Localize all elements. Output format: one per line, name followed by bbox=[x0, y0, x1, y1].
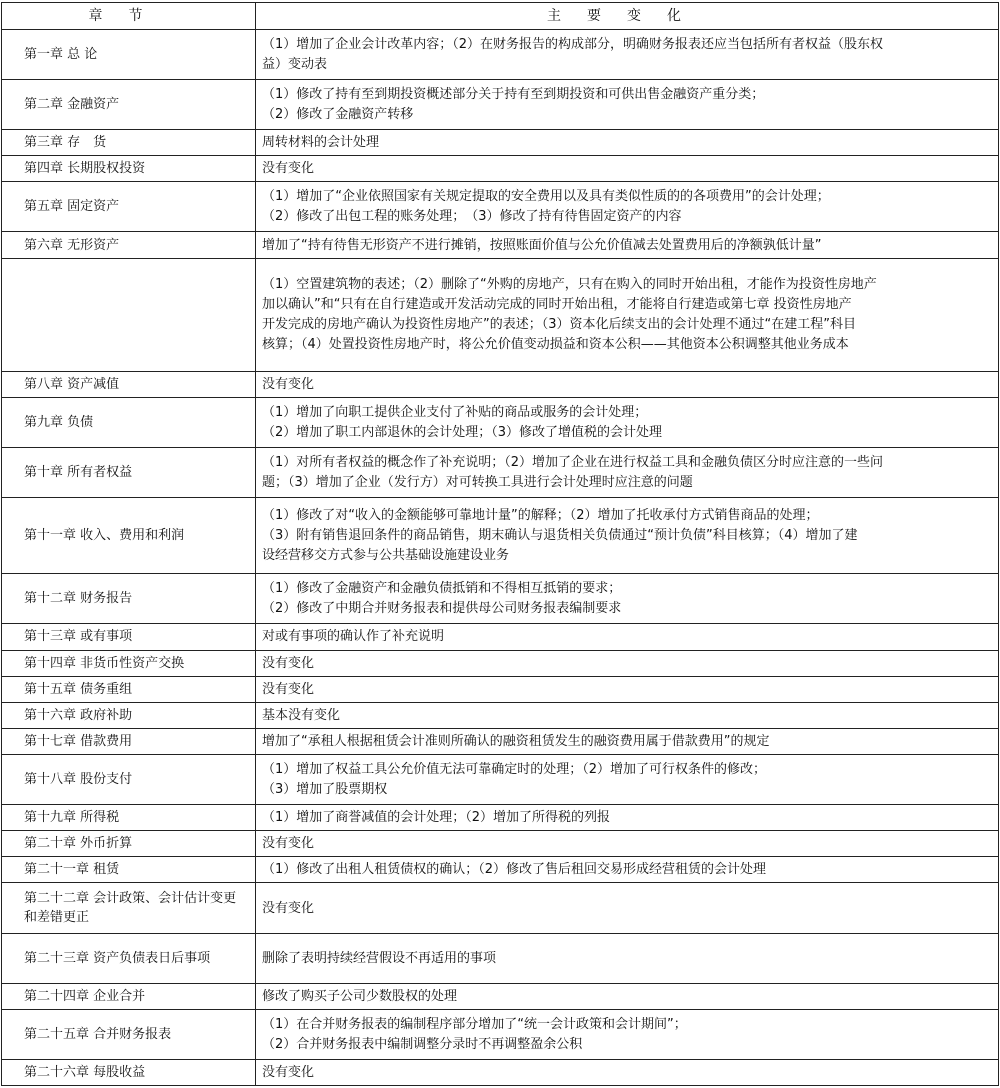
chapter-cell: 第十五章 债务重组 bbox=[2, 676, 256, 702]
change-line: 周转材料的会计处理 bbox=[262, 135, 380, 151]
change-line: 没有变化 bbox=[262, 1064, 315, 1080]
change-line: 没有变化 bbox=[262, 161, 315, 177]
changes-cell bbox=[256, 831, 999, 857]
chapter-cell: 第十一章 收入、费用和利润 bbox=[2, 498, 256, 574]
table-row bbox=[2, 258, 999, 371]
changes-cell bbox=[256, 933, 999, 983]
changes-cell bbox=[256, 755, 999, 805]
chapter-cell: 第二章 金融资产 bbox=[2, 80, 256, 130]
chapter-cell: 第二十一章 租赁 bbox=[2, 857, 256, 883]
change-line: （1）增加了企业会计改革内容；（2）在财务报告的构成部分，明确财务报表还应当包括所有者权益（股东权 bbox=[262, 37, 884, 53]
table-row bbox=[2, 1009, 999, 1059]
change-line: （1）修改了金融资产和金融负债抵销和不得相互抵销的要求； bbox=[262, 581, 622, 597]
changes-cell bbox=[256, 1059, 999, 1085]
table-row bbox=[2, 933, 999, 983]
change-line: 基本没有变化 bbox=[262, 707, 341, 723]
change-line: （1）空置建筑物的表述；（2）删除了“外购的房地产，只有在购入的同时开始出租，才能作为投资性房地产 bbox=[262, 277, 877, 293]
change-line: 没有变化 bbox=[262, 836, 315, 852]
table-row bbox=[2, 232, 999, 258]
change-line: 益）变动表 bbox=[262, 57, 328, 73]
header-chapter: 章节 bbox=[2, 3, 256, 30]
change-line: 修改了购买子公司少数股权的处理 bbox=[262, 988, 458, 1004]
change-line: （2）修改了金融资产转移 bbox=[262, 107, 414, 123]
table-row bbox=[2, 80, 999, 130]
change-line: （1）修改了出租人租赁债权的确认；（2）修改了售后租回交易形成经营租赁的会计处理 bbox=[262, 862, 767, 878]
table-row bbox=[2, 448, 999, 498]
change-line: 增加了“持有待售无形资产不进行摊销，按照账面价值与公允价值减去处置费用后的净额孰低计量” bbox=[262, 237, 822, 253]
change-line: （1）增加了商誉减值的会计处理；（2）增加了所得税的列报 bbox=[262, 810, 611, 826]
change-line: （3）附有销售退回条件的商品销售，期末确认与退货相关负债通过“预计负债”科目核算；（4）增加了建 bbox=[262, 528, 858, 544]
table-row bbox=[2, 130, 999, 156]
changes-cell bbox=[256, 702, 999, 728]
change-line: （1）对所有者权益的概念作了补充说明；（2）增加了企业在进行权益工具和金融负债区分时应注意的一些问 bbox=[262, 455, 884, 471]
chapter-cell: 第二十章 外币折算 bbox=[2, 831, 256, 857]
change-line: （1）增加了权益工具公允价值无法可靠确定时的处理；（2）增加了可行权条件的修改； bbox=[262, 762, 767, 778]
table-row bbox=[2, 857, 999, 883]
table-row bbox=[2, 574, 999, 624]
change-line: 删除了表明持续经营假设不再适用的事项 bbox=[262, 950, 497, 966]
table-row bbox=[2, 728, 999, 754]
changes-cell bbox=[256, 232, 999, 258]
changes-cell bbox=[256, 1009, 999, 1059]
chapter-changes-table bbox=[1, 2, 999, 1086]
change-line: 没有变化 bbox=[262, 655, 315, 671]
table-row bbox=[2, 30, 999, 80]
change-line: （2）合并财务报表中编制调整分录时不再调整盈余公积 bbox=[262, 1036, 583, 1052]
table-row bbox=[2, 498, 999, 574]
change-line: 没有变化 bbox=[262, 681, 315, 697]
table-row bbox=[2, 805, 999, 831]
chapter-cell: 第二十二章 会计政策、会计估计变更和差错更正 bbox=[2, 883, 256, 933]
chapter-cell: 第十章 所有者权益 bbox=[2, 448, 256, 498]
chapter-cell: 第六章 无形资产 bbox=[2, 232, 256, 258]
table-row bbox=[2, 371, 999, 397]
change-line: （1）增加了向职工提供企业支付了补贴的商品或服务的会计处理； bbox=[262, 404, 648, 420]
table-row bbox=[2, 676, 999, 702]
changes-cell bbox=[256, 80, 999, 130]
changes-cell bbox=[256, 397, 999, 447]
change-line: （1）修改了对“收入的金额能够可靠地计量”的解释；（2）增加了托收承付方式销售商品的处理； bbox=[262, 508, 819, 524]
table-row bbox=[2, 182, 999, 232]
change-line: 设经营移交方式参与公共基础设施建设业务 bbox=[262, 548, 510, 564]
table-row bbox=[2, 1059, 999, 1085]
change-line: （2）修改了出包工程的账务处理； （3）修改了持有待售固定资产的内容 bbox=[262, 209, 682, 225]
chapter-cell: 第一章 总 论 bbox=[2, 30, 256, 80]
changes-cell bbox=[256, 130, 999, 156]
chapter-cell: 第十二章 财务报告 bbox=[2, 574, 256, 624]
changes-cell bbox=[256, 857, 999, 883]
table-row bbox=[2, 702, 999, 728]
chapter-cell: 第二十四章 企业合并 bbox=[2, 983, 256, 1009]
change-line: 核算；（4）处置投资性房地产时，将公允价值变动损益和资本公积——其他资本公积调整其他业务成本 bbox=[262, 337, 849, 353]
chapter-cell: 第三章 存 货 bbox=[2, 130, 256, 156]
change-line: 没有变化 bbox=[262, 900, 315, 916]
changes-cell bbox=[256, 983, 999, 1009]
change-line: （1）增加了“企业依照国家有关规定提取的安全费用以及具有类似性质的的各项费用”的会计处理； bbox=[262, 189, 830, 205]
changes-cell bbox=[256, 258, 999, 371]
chapter-cell: 第八章 资产减值 bbox=[2, 371, 256, 397]
chapter-cell: 第五章 固定资产 bbox=[2, 182, 256, 232]
changes-cell bbox=[256, 650, 999, 676]
change-line: （3）增加了股票期权 bbox=[262, 782, 388, 798]
change-line: 没有变化 bbox=[262, 376, 315, 392]
changes-cell bbox=[256, 182, 999, 232]
change-line: （2）修改了中期合并财务报表和提供母公司财务报表编制要求 bbox=[262, 601, 622, 617]
changes-cell bbox=[256, 156, 999, 182]
chapter-cell: 第二十三章 资产负债表日后事项 bbox=[2, 933, 256, 983]
changes-cell bbox=[256, 805, 999, 831]
changes-cell bbox=[256, 624, 999, 650]
table-row bbox=[2, 883, 999, 933]
change-line: 开发完成的房地产确认为投资性房地产”的表述；（3）资本化后续支出的会计处理不通过“在建工程”科目 bbox=[262, 317, 856, 333]
chapter-cell: 第十七章 借款费用 bbox=[2, 728, 256, 754]
chapter-cell: 第十四章 非货币性资产交换 bbox=[2, 650, 256, 676]
table-row bbox=[2, 650, 999, 676]
table-row bbox=[2, 397, 999, 447]
header-row bbox=[2, 3, 999, 30]
changes-cell bbox=[256, 498, 999, 574]
chapter-cell bbox=[2, 258, 256, 371]
chapter-cell: 第二十六章 每股收益 bbox=[2, 1059, 256, 1085]
changes-cell bbox=[256, 883, 999, 933]
changes-cell bbox=[256, 728, 999, 754]
chapter-cell: 第十六章 政府补助 bbox=[2, 702, 256, 728]
chapter-cell: 第九章 负债 bbox=[2, 397, 256, 447]
table-row bbox=[2, 831, 999, 857]
chapter-cell: 第四章 长期股权投资 bbox=[2, 156, 256, 182]
changes-cell bbox=[256, 371, 999, 397]
changes-cell bbox=[256, 574, 999, 624]
table-row bbox=[2, 755, 999, 805]
change-line: （1）修改了持有至到期投资概述部分关于持有至到期投资和可供出售金融资产重分类； bbox=[262, 87, 765, 103]
changes-cell bbox=[256, 30, 999, 80]
table-row bbox=[2, 624, 999, 650]
change-line: 题；（3）增加了企业（发行方）对可转换工具进行会计处理时应注意的问题 bbox=[262, 475, 693, 491]
header-changes: 主要变化 bbox=[256, 3, 999, 30]
change-line: （1）在合并财务报表的编制程序部分增加了“统一会计政策和会计期间”； bbox=[262, 1016, 687, 1032]
table-row bbox=[2, 156, 999, 182]
change-line: （2）增加了职工内部退休的会计处理；（3）修改了增值税的会计处理 bbox=[262, 424, 663, 440]
chapter-cell: 第二十五章 合并财务报表 bbox=[2, 1009, 256, 1059]
change-line: 对或有事项的确认作了补充说明 bbox=[262, 629, 445, 645]
chapter-cell: 第十八章 股份支付 bbox=[2, 755, 256, 805]
changes-cell bbox=[256, 448, 999, 498]
table-body bbox=[2, 30, 999, 1086]
changes-cell bbox=[256, 676, 999, 702]
change-line: 增加了“承租人根据租赁会计准则所确认的融资租赁发生的融资费用属于借款费用”的规定 bbox=[262, 733, 770, 749]
change-line: 加以确认”和“只有在自行建造或开发活动完成的同时开始出租，才能将自行建造或第七章 投资性房地产 bbox=[262, 297, 852, 313]
chapter-cell: 第十三章 或有事项 bbox=[2, 624, 256, 650]
table-row bbox=[2, 983, 999, 1009]
chapter-cell: 第十九章 所得税 bbox=[2, 805, 256, 831]
